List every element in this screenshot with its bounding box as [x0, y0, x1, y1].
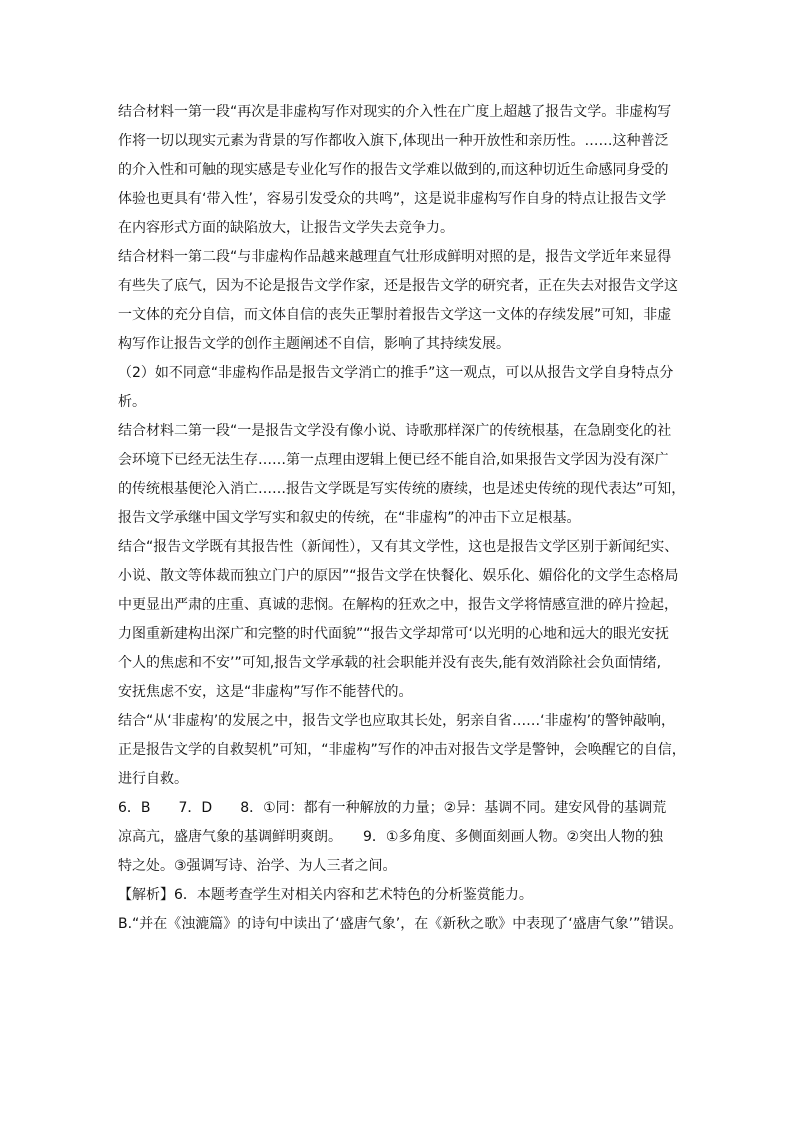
text-line: 在内容形式方面的缺陷放大，让报告文学失去竞争力。	[118, 220, 454, 236]
text-line: 结合“从‘非虚构’的发展之中，报告文学也应取其长处，躬亲自省……‘非虚构’的警钟敲响，	[118, 713, 676, 729]
text-line: 会环境下已经无法生存……第一点理由逻辑上便已经不能自洽,如果报告文学因为没有深广	[118, 452, 669, 468]
text-line: 作将一切以现实元素为背景的写作都收入旗下,体现出一种开放性和亲历性。……这种普泛	[118, 133, 669, 149]
text-line: （2）如不同意“非虚构作品是报告文学消亡的推手”这一观点，可以从报告文学自身特点分	[118, 365, 674, 381]
text-line: 有些失了底气，因为不论是报告文学作家，还是报告文学的研究者，正在失去对报告文学这	[118, 278, 678, 294]
text-line: 结合材料一第一段“再次是非虚构写作对现实的介入性在广度上超越了报告文学。非虚构写	[118, 104, 672, 120]
text-line: 构写作让报告文学的创作主题阐述不自信，影响了其持续发展。	[118, 336, 510, 352]
answer-line: 6．B 7．D 8．①同：都有一种解放的力量；②异：基调不同。建安风骨的基调荒	[118, 800, 667, 816]
text-line: 报告文学承继中国文学写实和叙史的传统，在“非虚构”的冲击下立足根基。	[118, 510, 581, 526]
text-line: 进行自救。	[118, 771, 188, 787]
text-line: 结合“报告文学既有其报告性（新闻性），又有其文学性，这也是报告文学区别于新闻纪实、	[118, 539, 679, 555]
text-line: 安抚焦虑不安，这是“非虚构”写作不能替代的。	[118, 684, 413, 700]
text-line: 中更显出严肃的庄重、真诚的悲悯。在解构的狂欢之中，报告文学将情感宣泄的碎片捡起，	[118, 597, 678, 613]
text-line: 的介入性和可触的现实感是专业化写作的报告文学难以做到的,而这种切近生命感同身受的	[118, 162, 669, 178]
text-line: 结合材料二第一段“一是报告文学没有像小说、诗歌那样深广的传统根基，在急剧变化的社	[118, 423, 672, 439]
text-line: 析。	[118, 394, 146, 410]
answer-line: 凉高亢，盛唐气象的基调鲜明爽朗。 9．①多角度、多侧面刻画人物。②突出人物的独	[118, 829, 664, 845]
text-line: 一文体的充分自信，而文体自信的丧失正掣肘着报告文学这一文体的存续发展”可知，非虚	[118, 307, 672, 323]
text-line: 的传统根基便沦入消亡……报告文学既是写实传统的赓续，也是述史传统的现代表达”可知，	[118, 481, 686, 497]
answer-line: 特之处。③强调写诗、治学、为人三者之间。	[118, 858, 397, 874]
text-line: 力图重新建构出深广和完整的时代面貌”“报告文学却常可‘以光明的心地和远大的眼光安抚	[118, 626, 669, 642]
text-line: 个人的焦虑和不安’”可知,报告文学承载的社会职能并没有丧失,能有效消除社会负面情绪,	[118, 655, 662, 671]
text-line: 小说、散文等体裁而独立门户的原因”“报告文学在快餐化、娱乐化、媚俗化的文学生态格局	[118, 568, 679, 584]
text-line: 体验也更具有‘带入性’，容易引发受众的共鸣”，这是说非虚构写作自身的特点让报告文学	[118, 191, 667, 207]
text-line: 正是报告文学的自救契机”可知，“非虚构”写作的冲击对报告文学是警钟，会唤醒它的自信，	[118, 742, 686, 758]
analysis-line: 【解析】6．本题考查学生对相关内容和艺术特色的分析鉴赏能力。	[118, 887, 533, 903]
analysis-line: B.“并在《浊漉篇》的诗句中读出了‘盛唐气象’，在《新秋之歌》中表现了‘盛唐气象’”错误。	[118, 916, 683, 932]
text-line: 结合材料一第二段“与非虚构作品越来越理直气壮形成鲜明对照的是，报告文学近年来显得	[118, 249, 672, 265]
